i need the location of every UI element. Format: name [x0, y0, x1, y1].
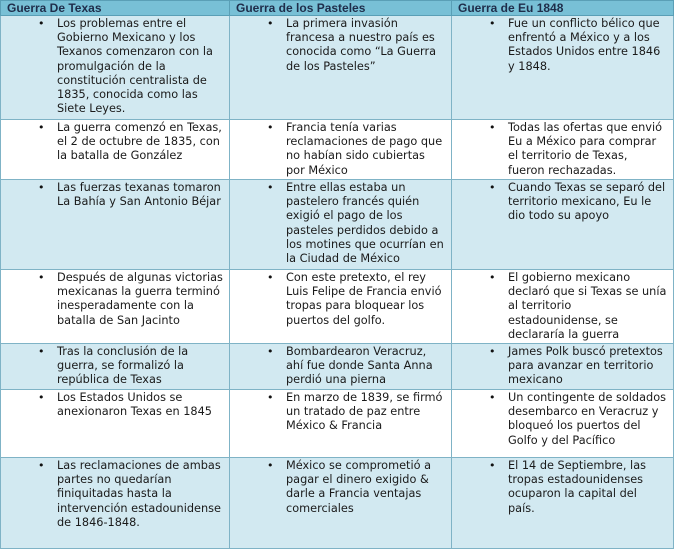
bullet-icon: • [267, 17, 274, 30]
cell-text: Los Estados Unidos se anexionaron Texas en 1845 [57, 391, 212, 419]
table-row [1, 180, 674, 270]
bullet-icon: • [38, 459, 45, 473]
cell-text: Bombardearon Veracruz, ahí fue donde Santa Anna perdió una pierna [286, 345, 433, 387]
cell-text: Un contingente de soldados desembarco en Veracruz y bloqueó los puertos del Golfo y del Pacífico [508, 391, 666, 447]
table-cell [230, 16, 452, 120]
table-cell [452, 390, 674, 458]
cell-text: El gobierno mexicano declaró que si Texas se unía al territorio estadounidense, se declararía la guerra [508, 271, 667, 341]
bullet-icon: • [267, 181, 274, 194]
bullet-icon: • [489, 121, 496, 134]
bullet-icon: • [489, 271, 496, 284]
table-cell [1, 16, 230, 120]
table-row [1, 458, 674, 549]
table-cell [452, 180, 674, 270]
table-cell [230, 458, 452, 549]
table-cell [1, 120, 230, 180]
bullet-icon: • [267, 121, 274, 134]
table-cell [1, 270, 230, 344]
cell-text: Francia tenía varias reclamaciones de pago que no habían sido cubiertas por México [286, 121, 443, 177]
table-cell [452, 344, 674, 390]
table-cell [1, 390, 230, 458]
bullet-icon: • [489, 345, 496, 359]
table-row [1, 16, 674, 120]
header-row [1, 1, 674, 16]
cell-text: James Polk buscó pretextos para avanzar en territorio mexicano [508, 345, 663, 387]
bullet-icon: • [38, 271, 45, 284]
table-cell [230, 120, 452, 180]
header-guerra-texas: Guerra De Texas [1, 1, 230, 16]
bullet-icon: • [38, 391, 45, 405]
cell-text: México se comprometió a pagar el dinero exigido & darle a Francia ventajas comerciales [286, 459, 432, 515]
cell-text: Con este pretexto, el rey Luis Felipe de Francia envió tropas para bloquear los puertos del golfo. [286, 271, 442, 327]
bullet-icon: • [267, 271, 274, 284]
cell-text: Los problemas entre el Gobierno Mexicano y los Texanos comenzaron con la promulgación de la constitución centralista de 1835, conocida como las Siete Leyes. [57, 17, 213, 116]
bullet-icon: • [489, 391, 496, 405]
table-cell [452, 120, 674, 180]
header-guerra-pasteles: Guerra de los Pasteles [230, 1, 452, 16]
header-guerra-eu-1848: Guerra de Eu 1848 [452, 1, 674, 16]
bullet-icon: • [267, 345, 274, 359]
cell-text: Tras la conclusión de la guerra, se formalizó la república de Texas [57, 345, 189, 387]
cell-text: Las fuerzas texanas tomaron La Bahía y San Antonio Béjar [57, 181, 221, 209]
table-row [1, 390, 674, 458]
bullet-icon: • [38, 181, 45, 194]
table-cell [230, 344, 452, 390]
table-row [1, 344, 674, 390]
cell-text: La guerra comenzó en Texas, el 2 de octubre de 1835, con la batalla de González [57, 121, 222, 163]
cell-text: Después de algunas victorias mexicanas la guerra terminó inesperadamente con la batalla de San Jacinto [57, 271, 223, 327]
bullet-icon: • [38, 345, 45, 359]
cell-text: Todas las ofertas que envió Eu a México para comprar el territorio de Texas, fueron rechazadas. [508, 121, 663, 177]
table-cell [230, 180, 452, 270]
table-cell [1, 458, 230, 549]
cell-text: El 14 de Septiembre, las tropas estadounidenses ocuparon la capital del país. [508, 459, 647, 515]
cell-text: Fue un conflicto bélico que enfrentó a México y a los Estados Unidos entre 1846 y 1848. [508, 17, 661, 73]
cell-text: Las reclamaciones de ambas partes no quedarían finiquitadas hasta la intervención estadounidense de 1846-1848. [57, 459, 221, 529]
table-cell [1, 344, 230, 390]
bullet-icon: • [489, 17, 496, 30]
cell-text: En marzo de 1839, se firmó un tratado de paz entre México & Francia [286, 391, 443, 433]
bullet-icon: • [267, 391, 274, 405]
bullet-icon: • [38, 121, 45, 134]
bullet-icon: • [489, 459, 496, 473]
table-cell [1, 180, 230, 270]
table-row [1, 270, 674, 344]
cell-text: La primera invasión francesa a nuestro país es conocida como “La Guerra de los Pasteles” [286, 17, 437, 73]
table-cell [452, 16, 674, 120]
table-cell [230, 270, 452, 344]
cell-text: Entre ellas estaba un pastelero francés quién exigió el pago de los pasteles perdidos debido a los motines que ocurrían en la Ciudad de México [286, 181, 444, 266]
bullet-icon: • [489, 181, 496, 194]
table-cell [452, 458, 674, 549]
bullet-icon: • [267, 459, 274, 473]
table-cell [452, 270, 674, 344]
table-cell [230, 390, 452, 458]
cell-text: Cuando Texas se separó del territorio mexicano, Eu le dio todo su apoyo [508, 181, 666, 223]
bullet-icon: • [38, 17, 45, 30]
table-row [1, 120, 674, 180]
